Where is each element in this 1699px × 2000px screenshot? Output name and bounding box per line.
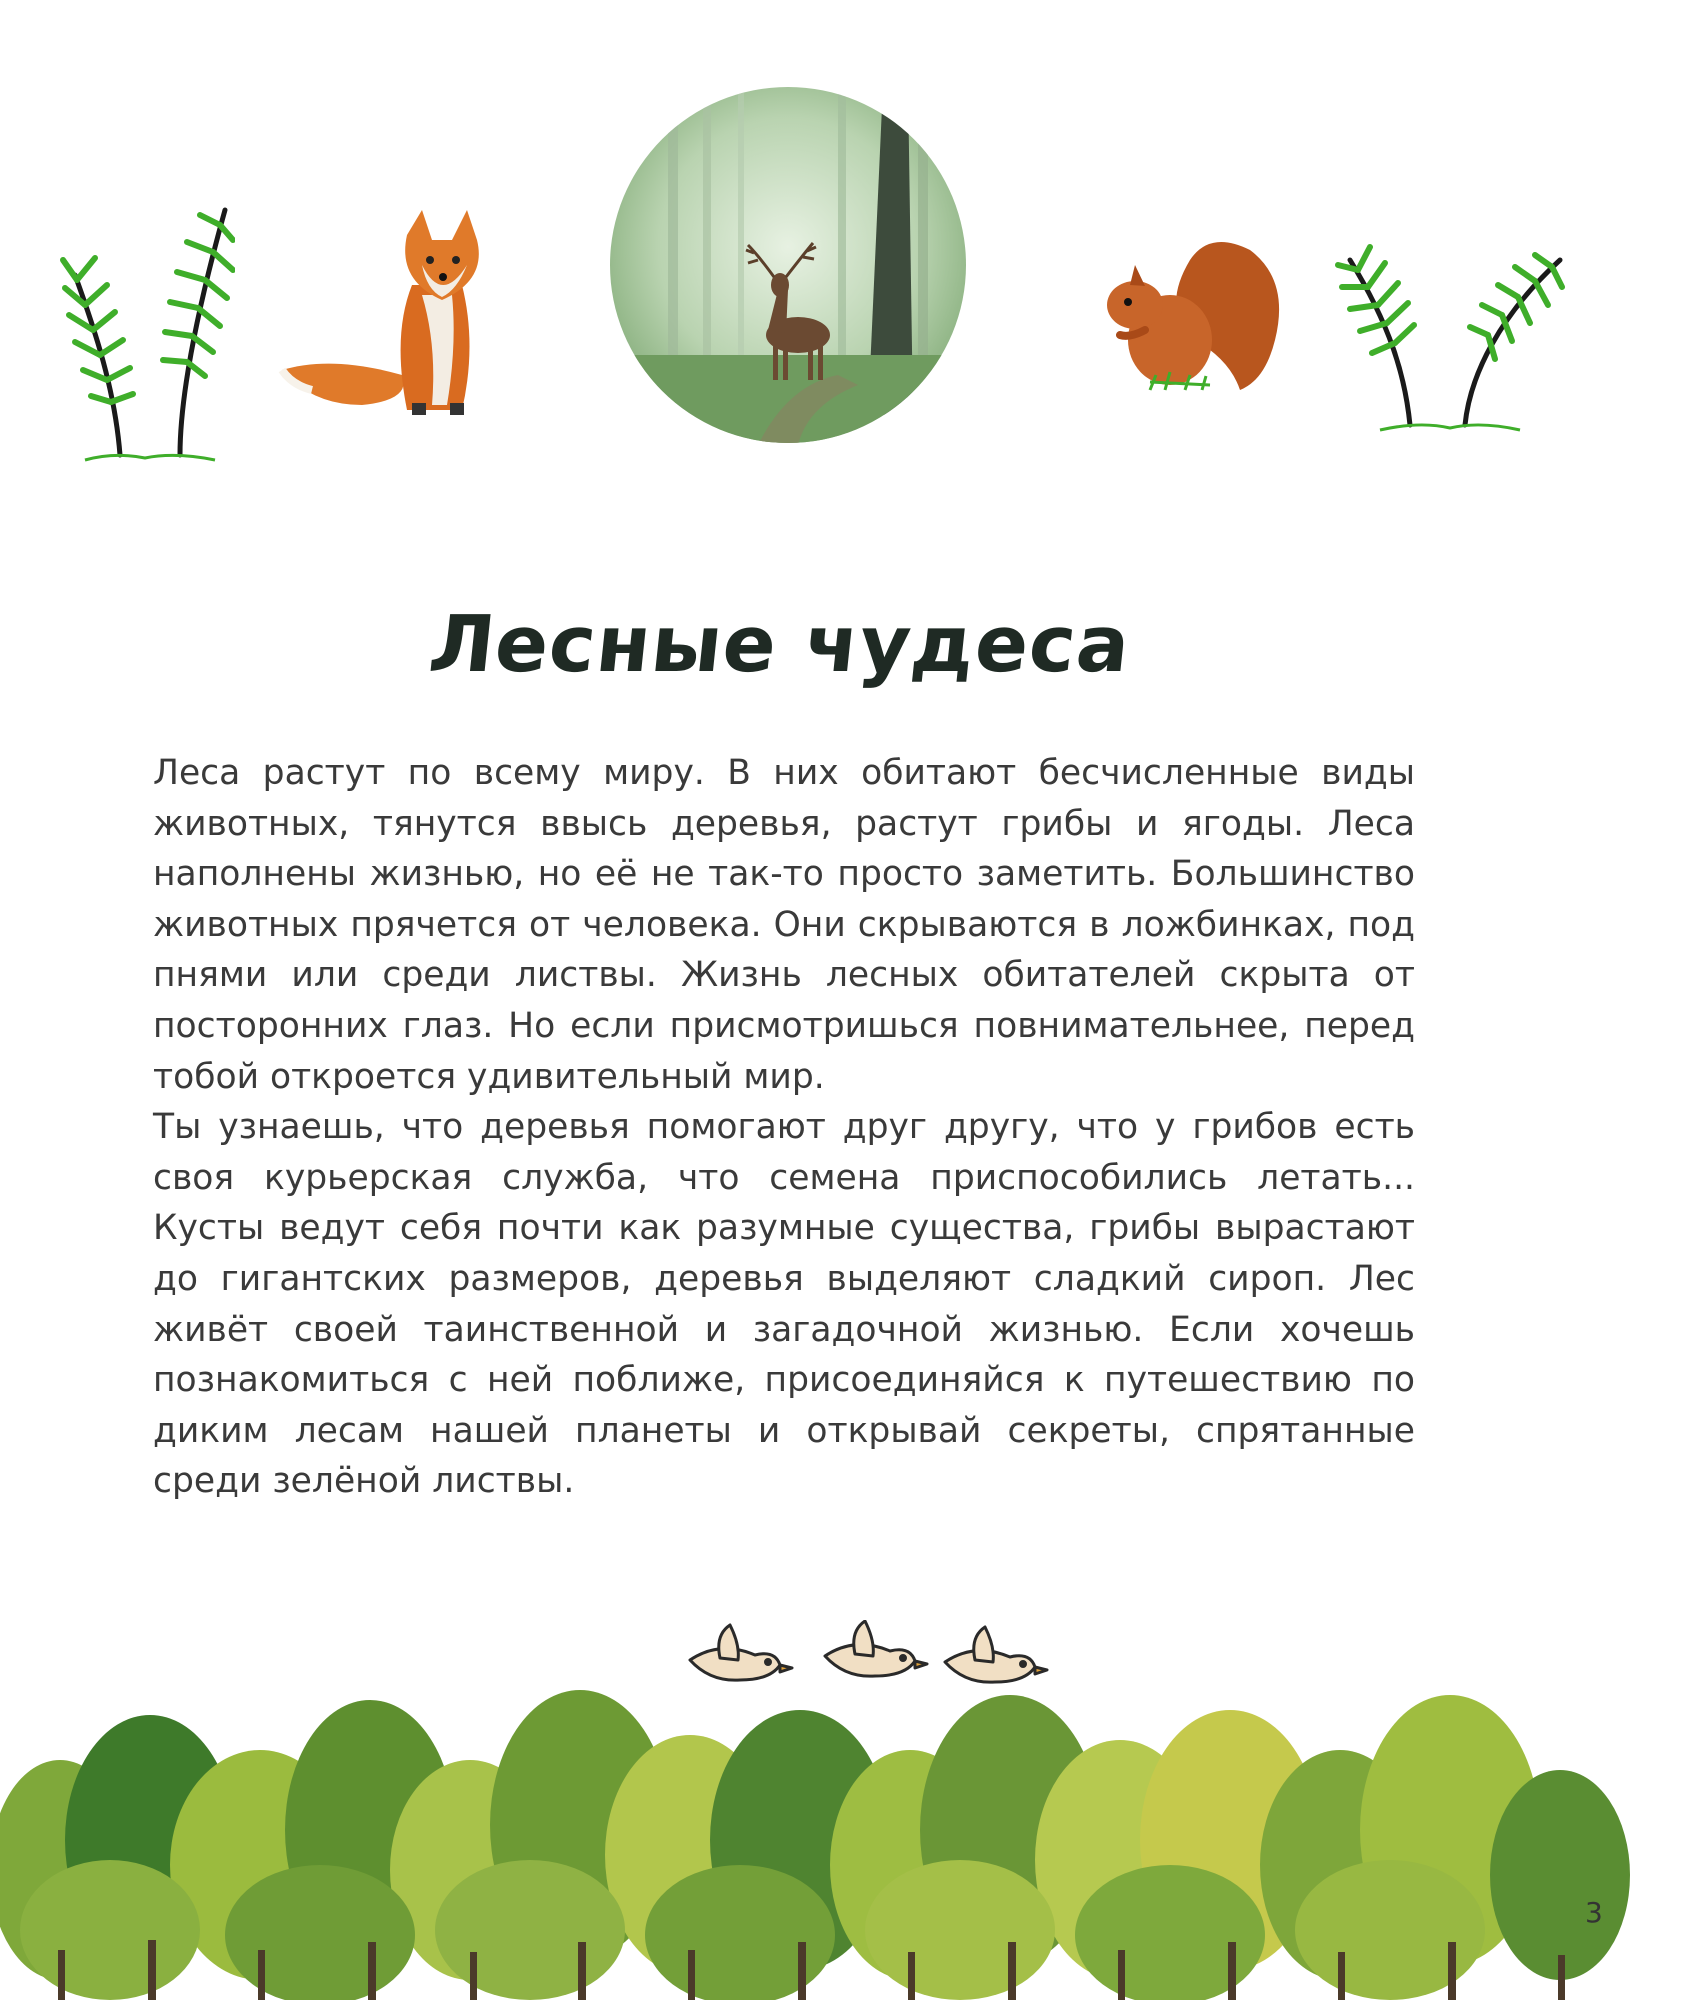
paragraph-1: Леса растут по всему миру. В них обитают бесчисленные виды животных, тянутся ввысь деревья, растут грибы и ягоды. Леса наполнены жизнью, но её не так-то просто заметить. Большинство животных прячется от человека. Они скрываются в ложбинках, под пнями или среди листвы. Жизнь лесных обитателей скрыта от посторонних глаз. Но если присмотришься повнимательнее, перед тобой откроется удивительный мир.	[153, 753, 1415, 1097]
tree-line-photo	[0, 1680, 1699, 2000]
page-number: 3	[1585, 1896, 1603, 1929]
right-fern-icon	[1330, 225, 1570, 440]
forest-deer-photo	[608, 85, 968, 445]
fox-photo	[272, 205, 512, 420]
page-title: Лесные чудеса	[424, 600, 1136, 690]
squirrel-photo	[1090, 220, 1290, 405]
left-fern-icon	[55, 190, 235, 470]
body-text	[153, 748, 1415, 1507]
paragraph-2: Ты узнаешь, что деревья помогают друг другу, что у грибов есть своя курьерская служба, что семена приспособились летать... Кусты ведут себя почти как разумные существа, грибы вырастают до гигантских размеров, деревья выделяют сладкий сироп. Лес живёт своей таинственной и загадочной жизнью. Если хочешь познакомиться с ней поближе, присоединяйся к путешествию по диким лесам нашей планеты и открывай секреты, спрятанные среди зелёной листвы.	[153, 1107, 1415, 1502]
